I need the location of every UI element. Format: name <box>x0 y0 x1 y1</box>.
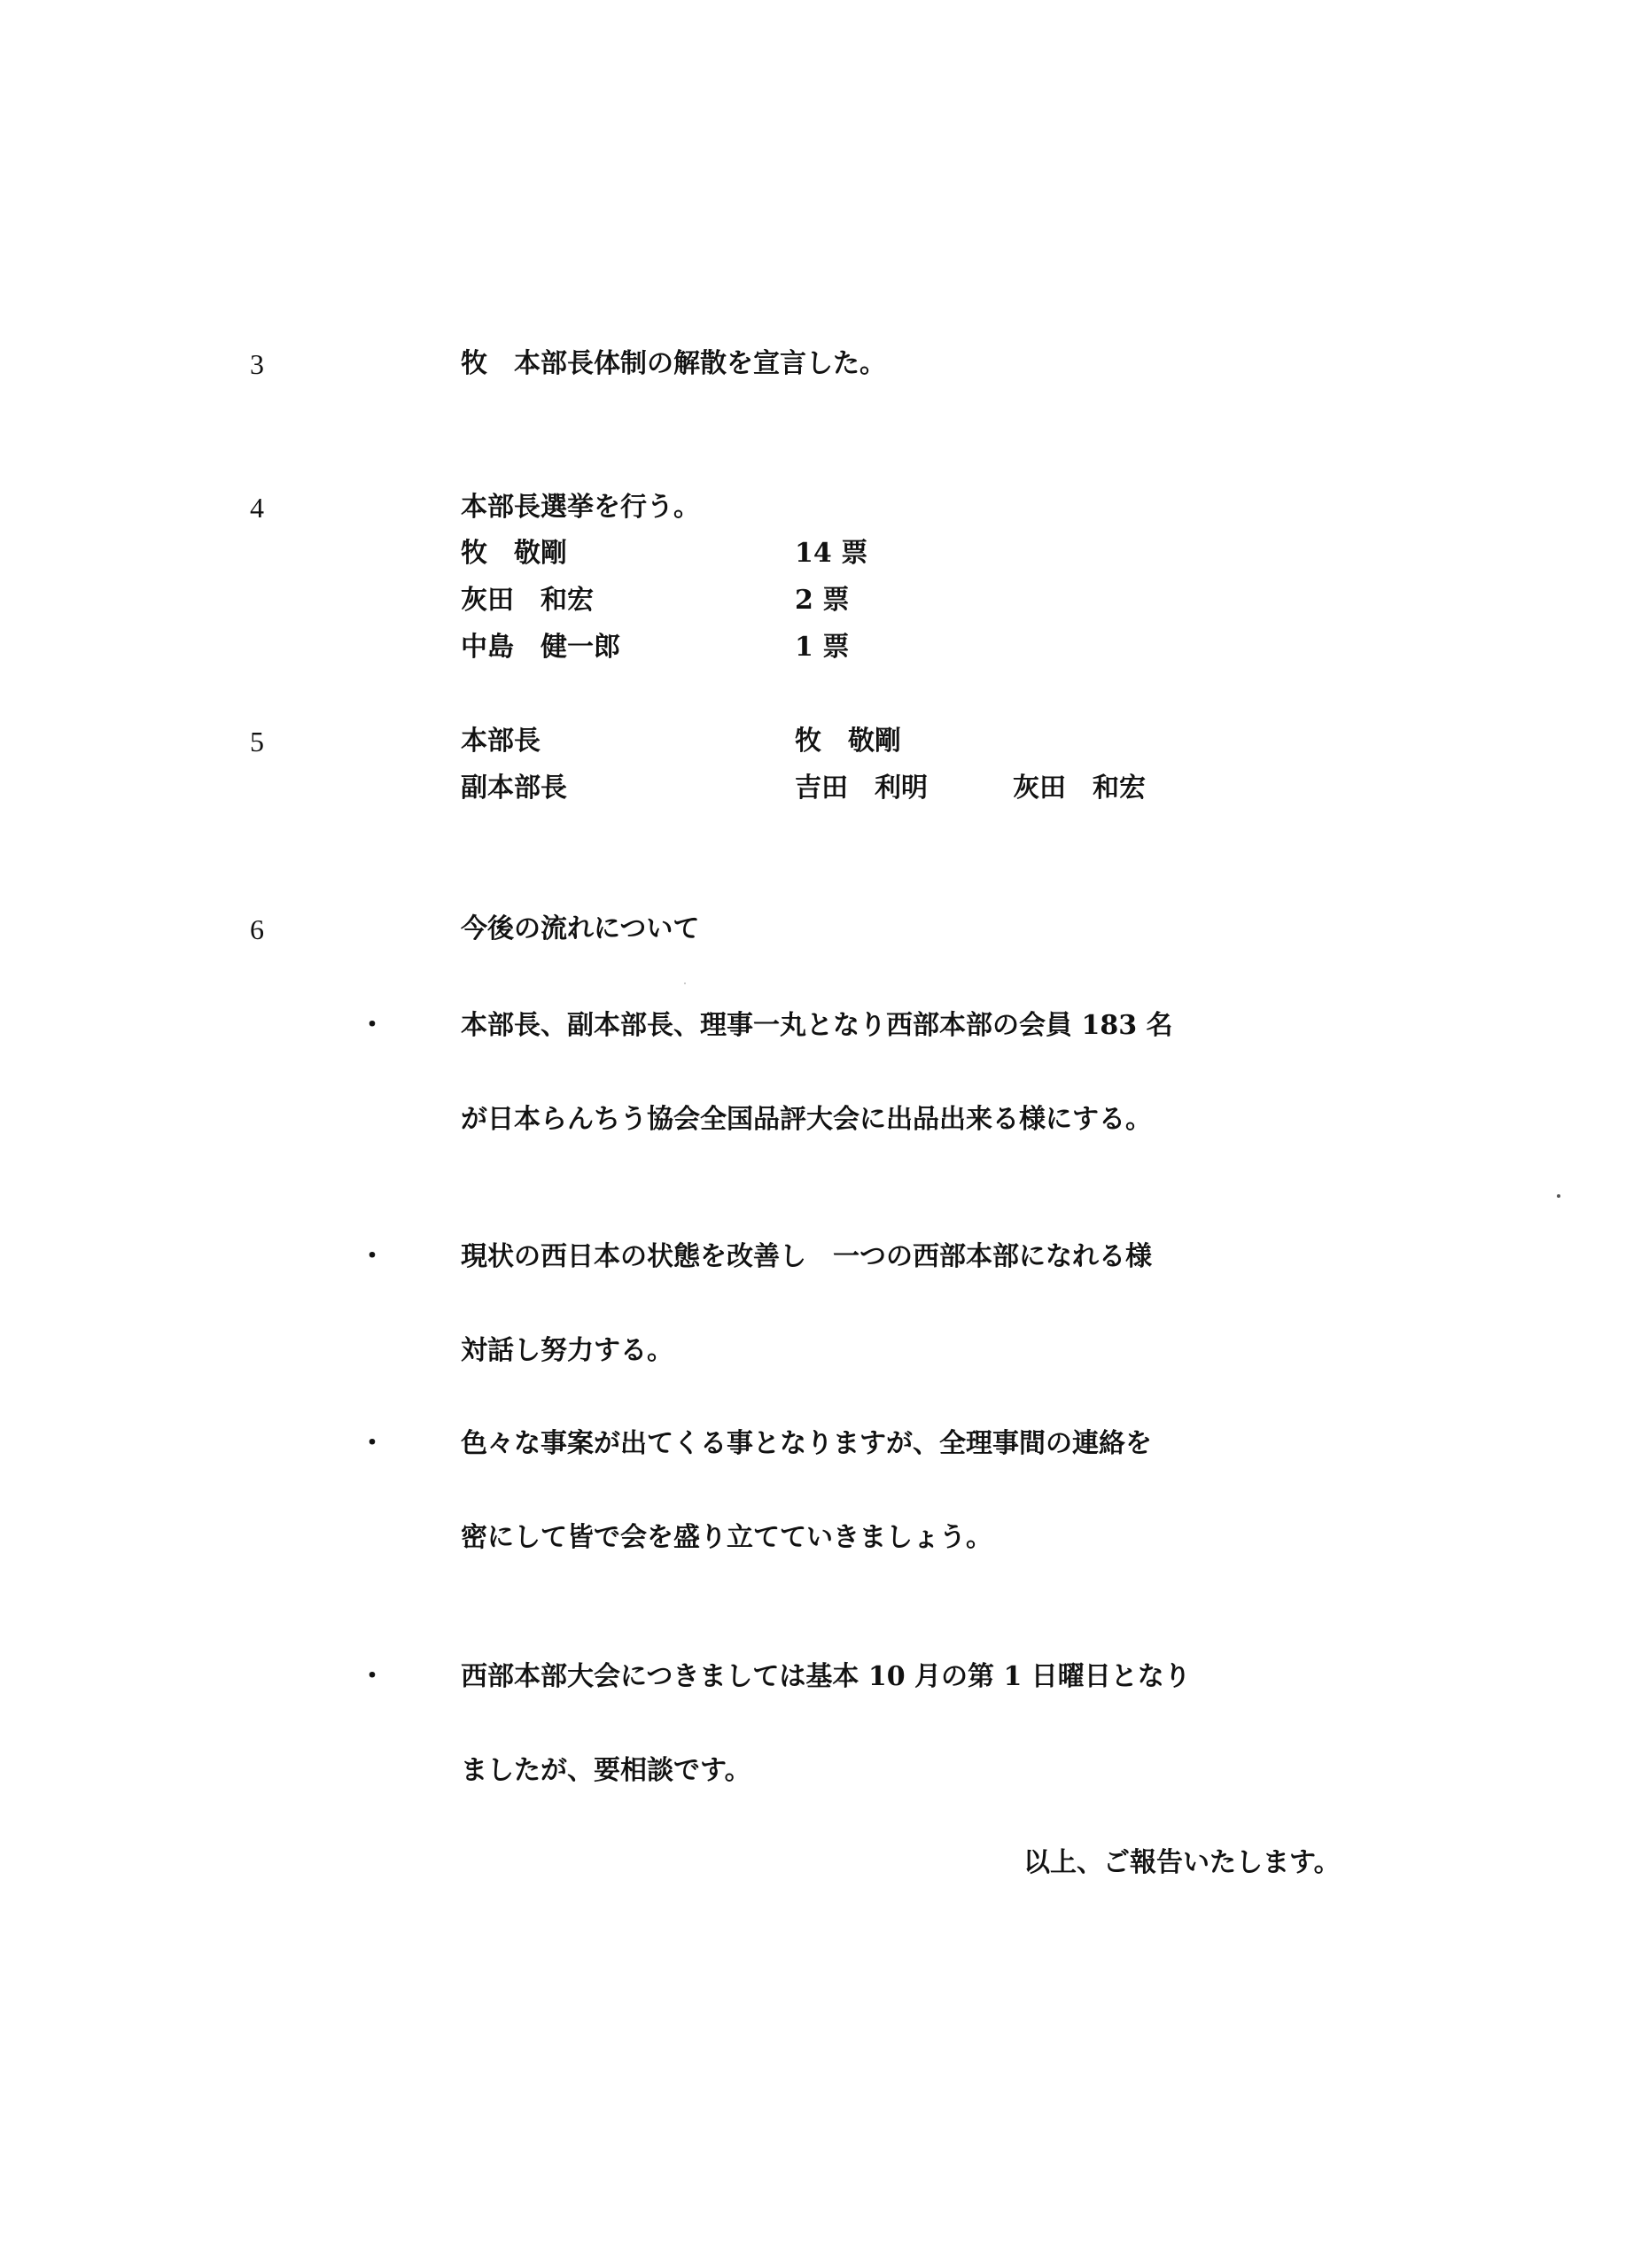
vote-name: 中島 健一郎 <box>461 632 620 663</box>
item-3-number: 3 <box>250 348 264 380</box>
bullet-marker: ・ <box>359 1010 385 1041</box>
closing-text: 以上、ご報告いたします。 <box>1023 1847 1341 1878</box>
vote-name: 灰田 和宏 <box>461 585 594 616</box>
item-5-number: 5 <box>250 726 264 757</box>
bullet-line: 色々な事案が出てくる事となりますが、全理事間の連絡を <box>461 1428 1152 1459</box>
item-6-number: 6 <box>250 913 264 945</box>
bullet-marker: ・ <box>359 1241 385 1272</box>
item-3-text: 牧 本部長体制の解散を宣言した。 <box>461 348 886 379</box>
bullet-line: 西部本部大会につきましては基本 10 月の第 1 日曜日となり <box>461 1661 1191 1692</box>
scan-speck <box>684 983 686 984</box>
bullet-line: 密にして皆で会を盛り立てていきましょう。 <box>461 1522 992 1553</box>
item-4-number: 4 <box>250 492 264 524</box>
role-label: 副本部長 <box>461 773 567 804</box>
bullet-line: が日本らんちう協会全国品評大会に出品出来る様にする。 <box>461 1104 1152 1135</box>
bullet-line: ましたが、要相談です。 <box>461 1755 751 1786</box>
vote-count: 14 票 <box>795 538 868 569</box>
role-person: 吉田 利明 <box>795 773 928 804</box>
bullet-marker: ・ <box>359 1661 385 1692</box>
item-4-text: 本部長選挙を行う。 <box>461 492 700 523</box>
role-label: 本部長 <box>461 726 541 757</box>
role-person: 牧 敬剛 <box>795 726 901 757</box>
bullet-line: 対話し努力する。 <box>461 1335 673 1366</box>
vote-count: 1 票 <box>795 632 850 663</box>
role-person-2: 灰田 和宏 <box>1013 773 1146 804</box>
item-6-heading: 今後の流れについて <box>461 913 700 944</box>
vote-count: 2 票 <box>795 585 850 616</box>
scan-speck <box>1557 1194 1560 1198</box>
bullet-line: 本部長、副本部長、理事一丸となり西部本部の会員 183 名 <box>461 1010 1173 1041</box>
bullet-line: 現状の西日本の状態を改善し 一つの西部本部になれる様 <box>461 1241 1152 1272</box>
bullet-marker: ・ <box>359 1428 385 1459</box>
vote-name: 牧 敬剛 <box>461 538 567 569</box>
